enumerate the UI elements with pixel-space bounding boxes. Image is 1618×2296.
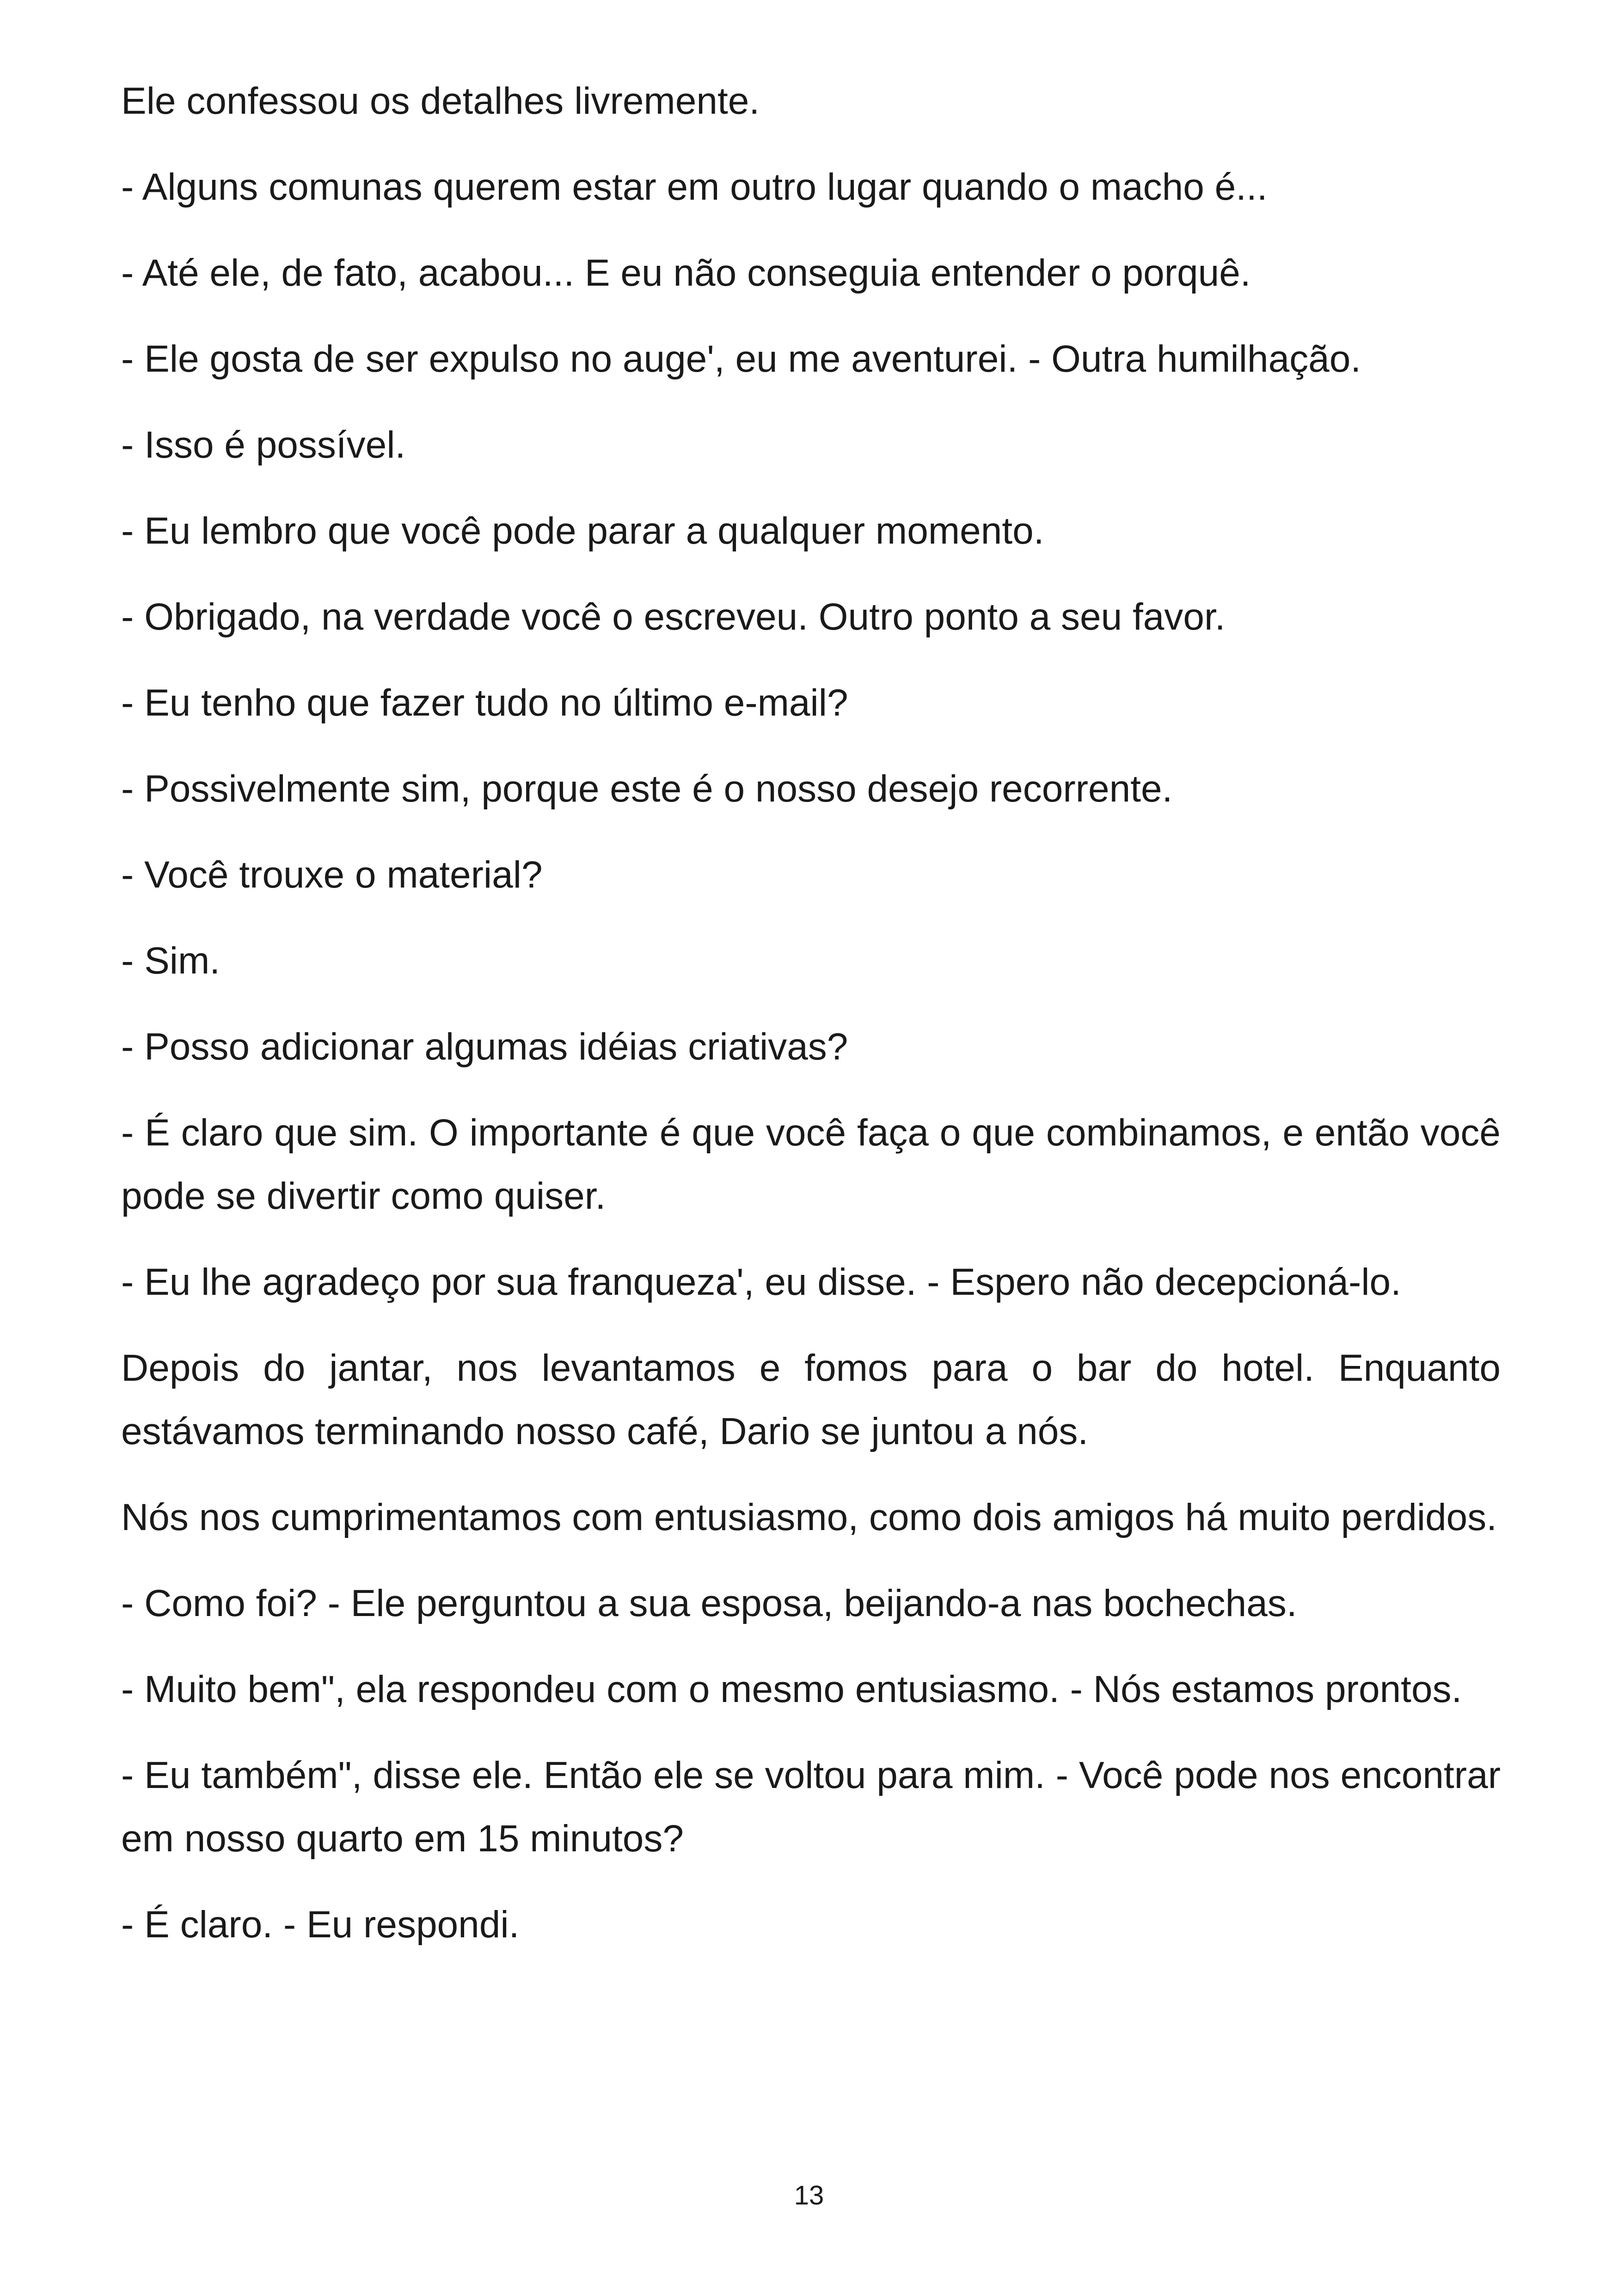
paragraph-3: - Até ele, de fato, acabou... E eu não conseguia entender o porquê.	[121, 252, 1251, 294]
paragraph-4: - Ele gosta de ser expulso no auge', eu me aventurei. - Outra humilhação.	[121, 338, 1361, 380]
paragraph-16: Nós nos cumprimentamos com entusiasmo, como dois amigos há muito perdidos.	[121, 1496, 1497, 1538]
paragraph-2: - Alguns comunas querem estar em outro lugar quando o macho é...	[121, 166, 1268, 208]
paragraph-19: - Eu também", disse ele. Então ele se voltou para mim. - Você pode nos encontrar em nosso quarto em 15 minutos?	[121, 1754, 1501, 1860]
body-text	[121, 69, 1501, 1979]
page-number: 13	[794, 2180, 824, 2210]
paragraph-12: - Posso adicionar algumas idéias criativas?	[121, 1026, 848, 1068]
paragraph-17: - Como foi? - Ele perguntou a sua esposa, beijando-a nas bochechas.	[121, 1582, 1297, 1624]
paragraph-7: - Obrigado, na verdade você o escreveu. Outro ponto a seu favor.	[121, 596, 1226, 638]
paragraph-14: - Eu lhe agradeço por sua franqueza', eu disse. - Espero não decepcioná-lo.	[121, 1261, 1401, 1303]
paragraph-9: - Possivelmente sim, porque este é o nosso desejo recorrente.	[121, 768, 1173, 810]
paragraph-20: - É claro. - Eu respondi.	[121, 1904, 520, 1946]
paragraph-8: - Eu tenho que fazer tudo no último e-mail?	[121, 682, 848, 724]
paragraph-15: Depois do jantar, nos levantamos e fomos para o bar do hotel. Enquanto estávamos terminando nosso café, Dario se juntou a nós.	[121, 1347, 1501, 1452]
paragraph-1: Ele confessou os detalhes livremente.	[121, 80, 760, 122]
paragraph-5: - Isso é possível.	[121, 424, 406, 466]
paragraph-13: - É claro que sim. O importante é que você faça o que combinamos, e então você pode se divertir como quiser.	[121, 1112, 1501, 1217]
paragraph-18: - Muito bem", ela respondeu com o mesmo entusiasmo. - Nós estamos prontos.	[121, 1668, 1462, 1710]
paragraph-11: - Sim.	[121, 940, 221, 982]
paragraph-10: - Você trouxe o material?	[121, 854, 543, 896]
paragraph-6: - Eu lembro que você pode parar a qualquer momento.	[121, 510, 1044, 552]
